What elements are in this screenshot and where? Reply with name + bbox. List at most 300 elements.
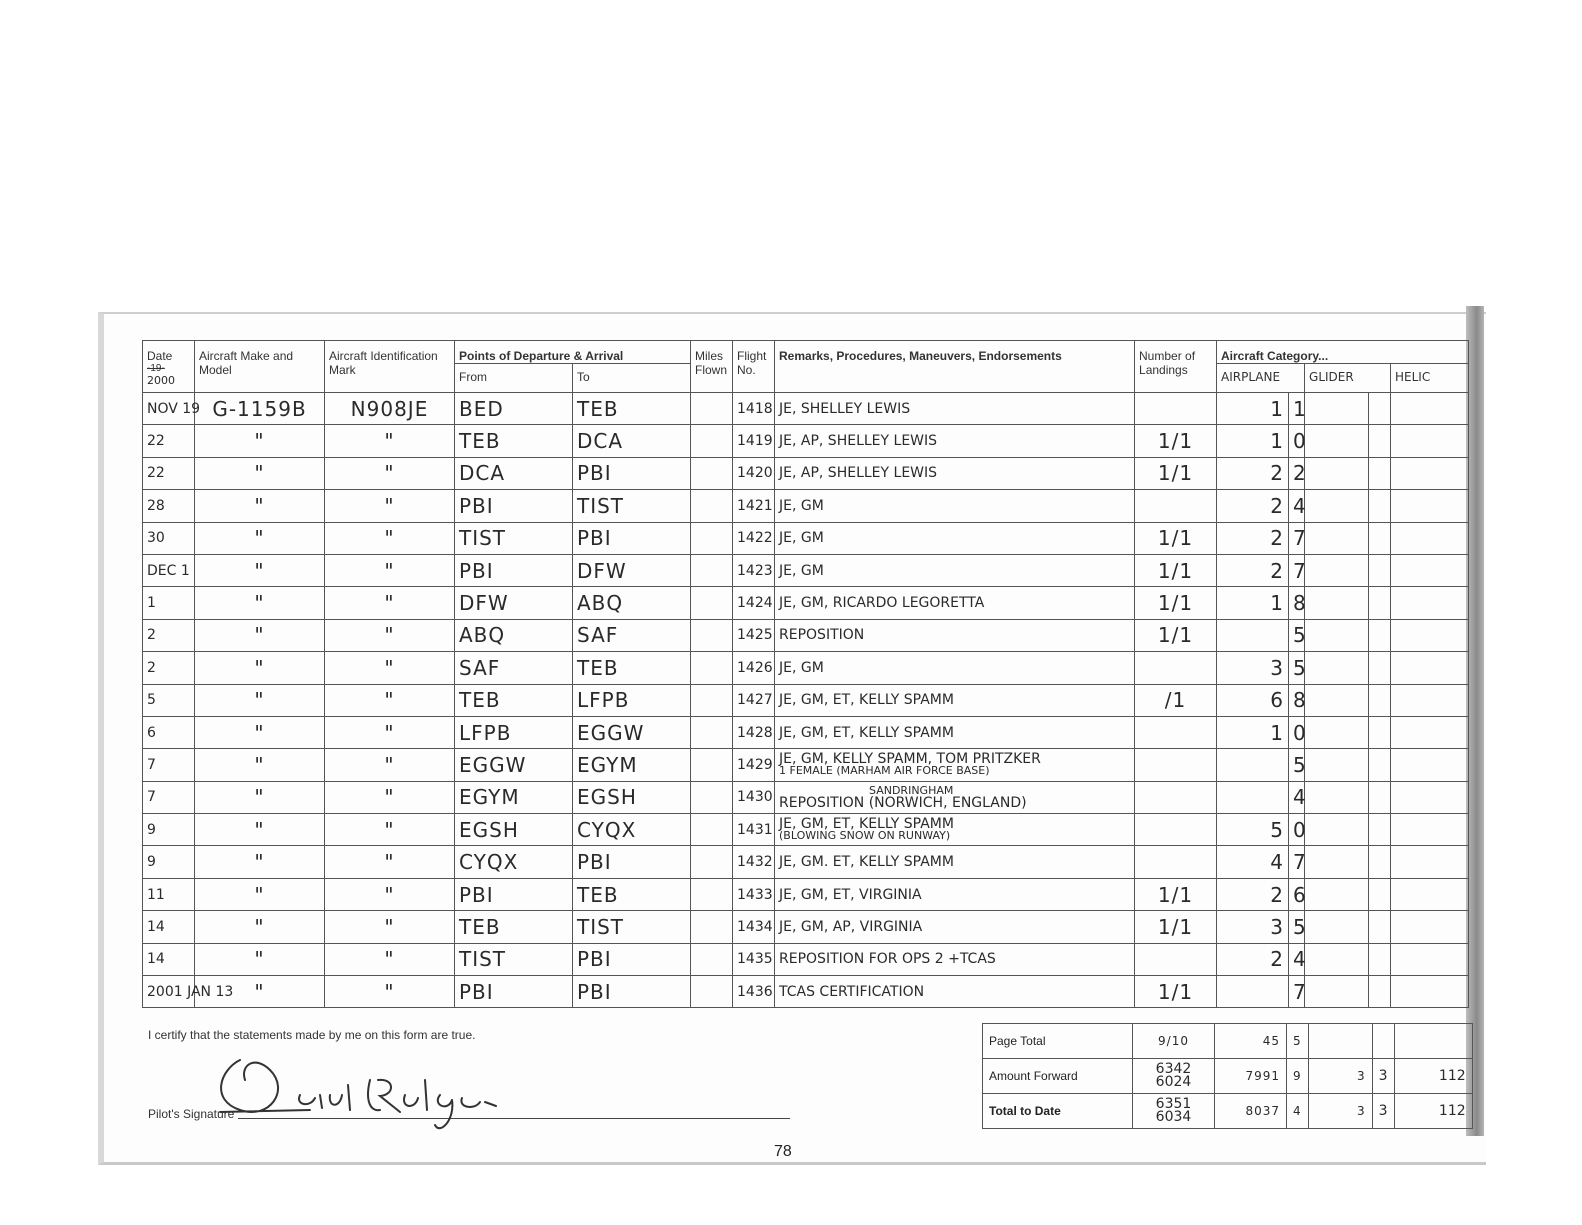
entry-from: TEB (455, 425, 573, 457)
pilot-signature (200, 1040, 500, 1140)
entry-remarks: JE, GM, KELLY SPAMM, TOM PRITZKER 1 FEMALE (MARHAM AIR FORCE BASE) (775, 749, 1135, 781)
entry-remarks: SANDRINGHAM REPOSITION (NORWICH, ENGLAND) (775, 781, 1135, 813)
entry-landings: 1/1 (1135, 522, 1217, 554)
entry-landings: 1/1 (1135, 911, 1217, 943)
entry-aircraft-ident: N908JE (325, 393, 455, 425)
entry-remarks: JE, GM (775, 490, 1135, 522)
entry-date: 2 (143, 652, 195, 684)
entry-remarks: JE, GM, ET, KELLY SPAMM (775, 716, 1135, 748)
entry-to: CYQX (573, 814, 691, 846)
entry-to: TEB (573, 652, 691, 684)
entry-glider (1305, 846, 1369, 878)
entry-aircraft-ident: " (325, 652, 455, 684)
entry-landings (1135, 490, 1217, 522)
total-to-date-tenths: 4 (1287, 1094, 1309, 1129)
log-row (143, 490, 1469, 522)
entry-helicopter (1391, 943, 1469, 975)
remarks-header: Remarks, Procedures, Maneuvers, Endorsements (775, 341, 1135, 393)
entry-helicopter (1391, 814, 1469, 846)
log-row (143, 652, 1469, 684)
entry-date: 14 (143, 911, 195, 943)
entry-flight-no: 1422 (733, 522, 775, 554)
entry-flight-no: 1436 (733, 976, 775, 1008)
entry-airplane-hours: 2 (1217, 522, 1289, 554)
entry-date: 6 (143, 716, 195, 748)
flight-log-table (142, 340, 1469, 1008)
entry-airplane-tenths: 7 (1289, 846, 1305, 878)
total-to-date-helicopter: 112 (1394, 1094, 1472, 1129)
entry-miles (691, 749, 733, 781)
entry-miles (691, 619, 733, 651)
entry-glider (1305, 716, 1369, 748)
entry-date: 1 (143, 587, 195, 619)
entry-from: EGSH (455, 814, 573, 846)
entry-aircraft-model: " (195, 781, 325, 813)
entry-date: 9 (143, 846, 195, 878)
entry-flight-no: 1419 (733, 425, 775, 457)
entry-airplane-hours: 3 (1217, 911, 1289, 943)
entry-remarks: JE, AP, SHELLEY LEWIS (775, 457, 1135, 489)
entry-glider-tenths (1369, 684, 1391, 716)
entry-landings: 1/1 (1135, 587, 1217, 619)
entry-glider-tenths (1369, 814, 1391, 846)
entry-aircraft-model: " (195, 814, 325, 846)
entry-flight-no: 1425 (733, 619, 775, 651)
entry-aircraft-model: G-1159B (195, 393, 325, 425)
entry-glider-tenths (1369, 393, 1391, 425)
entry-miles (691, 522, 733, 554)
entry-glider-tenths (1369, 522, 1391, 554)
entry-remarks: REPOSITION FOR OPS 2 +TCAS (775, 943, 1135, 975)
entry-from: EGYM (455, 781, 573, 813)
entry-aircraft-model: " (195, 457, 325, 489)
entry-glider (1305, 878, 1369, 910)
entry-miles (691, 587, 733, 619)
date-header: Date -19- 2000 (143, 341, 195, 393)
entry-from: TEB (455, 911, 573, 943)
entry-to: TIST (573, 911, 691, 943)
entry-airplane-hours: 5 (1217, 814, 1289, 846)
entry-landings (1135, 814, 1217, 846)
entry-glider (1305, 911, 1369, 943)
entry-airplane-tenths: 5 (1289, 749, 1305, 781)
entry-from: DFW (455, 587, 573, 619)
entry-remarks: JE, GM. ET, KELLY SPAMM (775, 846, 1135, 878)
log-row (143, 393, 1469, 425)
entry-helicopter (1391, 749, 1469, 781)
amount-forward-hours: 7991 (1215, 1059, 1287, 1094)
entry-from: BED (455, 393, 573, 425)
entry-aircraft-ident: " (325, 911, 455, 943)
entry-aircraft-model: " (195, 652, 325, 684)
entry-glider (1305, 749, 1369, 781)
entry-from: LFPB (455, 716, 573, 748)
entry-glider (1305, 490, 1369, 522)
entry-to: SAF (573, 619, 691, 651)
entry-airplane-hours: 3 (1217, 652, 1289, 684)
entry-aircraft-ident: " (325, 619, 455, 651)
entry-date: NOV 19 (143, 393, 195, 425)
log-row (143, 587, 1469, 619)
page-total-row (983, 1024, 1473, 1059)
entry-to: EGSH (573, 781, 691, 813)
entry-aircraft-model: " (195, 911, 325, 943)
entry-aircraft-ident: " (325, 490, 455, 522)
entry-aircraft-ident: " (325, 716, 455, 748)
entry-date: 2 (143, 619, 195, 651)
entry-to: PBI (573, 457, 691, 489)
entry-remarks: JE, GM (775, 652, 1135, 684)
entry-glider-tenths (1369, 554, 1391, 586)
entry-helicopter (1391, 457, 1469, 489)
amount-forward-tenths: 9 (1287, 1059, 1309, 1094)
entry-remarks: TCAS CERTIFICATION (775, 976, 1135, 1008)
entry-airplane-hours: 2 (1217, 457, 1289, 489)
landings-header: Number of Landings (1135, 341, 1217, 393)
entry-remarks: JE, GM, ET, KELLY SPAMM (BLOWING SNOW ON RUNWAY) (775, 814, 1135, 846)
entry-airplane-tenths: 5 (1289, 911, 1305, 943)
entry-from: DCA (455, 457, 573, 489)
entry-miles (691, 846, 733, 878)
entry-remarks: JE, GM, ET, VIRGINIA (775, 878, 1135, 910)
entry-airplane-tenths: 8 (1289, 684, 1305, 716)
total-to-date-landings: 6351 6034 (1133, 1094, 1215, 1129)
entry-glider-tenths (1369, 911, 1391, 943)
entry-flight-no: 1432 (733, 846, 775, 878)
entry-from: PBI (455, 976, 573, 1008)
entry-helicopter (1391, 846, 1469, 878)
entry-aircraft-model: " (195, 587, 325, 619)
page-number: 78 (774, 1143, 792, 1160)
entry-date: 28 (143, 490, 195, 522)
entry-aircraft-ident: " (325, 587, 455, 619)
entry-airplane-hours: 2 (1217, 554, 1289, 586)
log-row (143, 684, 1469, 716)
entry-airplane-hours: 1 (1217, 587, 1289, 619)
entry-landings (1135, 943, 1217, 975)
airplane-header: AIRPLANE (1217, 364, 1305, 393)
make-model-header: Aircraft Make and Model (195, 341, 325, 393)
entry-airplane-hours: 1 (1217, 425, 1289, 457)
entry-flight-no: 1427 (733, 684, 775, 716)
entry-to: LFPB (573, 684, 691, 716)
entry-aircraft-model: " (195, 425, 325, 457)
entry-airplane-tenths: 5 (1289, 652, 1305, 684)
entry-flight-no: 1428 (733, 716, 775, 748)
entry-airplane-tenths: 0 (1289, 425, 1305, 457)
entry-helicopter (1391, 684, 1469, 716)
entry-helicopter (1391, 619, 1469, 651)
miles-header: Miles Flown (691, 341, 733, 393)
entry-airplane-tenths: 4 (1289, 781, 1305, 813)
entry-airplane-hours: 4 (1217, 846, 1289, 878)
log-row (143, 911, 1469, 943)
entry-helicopter (1391, 716, 1469, 748)
entry-airplane-tenths: 4 (1289, 490, 1305, 522)
entry-flight-no: 1418 (733, 393, 775, 425)
log-row (143, 457, 1469, 489)
entry-glider (1305, 522, 1369, 554)
entry-remarks: JE, GM, RICARDO LEGORETTA (775, 587, 1135, 619)
page-total-hours: 45 (1215, 1024, 1287, 1059)
entry-helicopter (1391, 554, 1469, 586)
certification-statement: I certify that the statements made by me on this form are true. (148, 1028, 476, 1042)
entry-glider (1305, 943, 1369, 975)
entry-aircraft-ident: " (325, 684, 455, 716)
entry-miles (691, 490, 733, 522)
entry-airplane-tenths: 2 (1289, 457, 1305, 489)
totals-table (982, 1023, 1473, 1129)
entry-date: 7 (143, 781, 195, 813)
entry-miles (691, 781, 733, 813)
entry-aircraft-ident: " (325, 457, 455, 489)
entry-landings (1135, 781, 1217, 813)
entry-to: TEB (573, 878, 691, 910)
total-to-date-hours: 8037 (1215, 1094, 1287, 1129)
entry-aircraft-model: " (195, 749, 325, 781)
entry-landings (1135, 652, 1217, 684)
entry-glider (1305, 554, 1369, 586)
entry-to: PBI (573, 943, 691, 975)
entry-flight-no: 1424 (733, 587, 775, 619)
entry-glider-tenths (1369, 846, 1391, 878)
page-total-landings: 9/10 (1133, 1024, 1215, 1059)
entry-aircraft-ident: " (325, 846, 455, 878)
entry-glider-tenths (1369, 457, 1391, 489)
entry-airplane-tenths: 7 (1289, 554, 1305, 586)
entry-flight-no: 1421 (733, 490, 775, 522)
entry-aircraft-ident: " (325, 943, 455, 975)
log-row (143, 878, 1469, 910)
entry-aircraft-ident: " (325, 749, 455, 781)
entry-landings: 1/1 (1135, 554, 1217, 586)
entry-aircraft-model: " (195, 554, 325, 586)
entry-from: CYQX (455, 846, 573, 878)
entry-glider-tenths (1369, 878, 1391, 910)
entry-glider (1305, 781, 1369, 813)
entry-date: 9 (143, 814, 195, 846)
points-header: Points of Departure & Arrival (455, 341, 691, 364)
entry-aircraft-ident: " (325, 814, 455, 846)
entry-helicopter (1391, 911, 1469, 943)
entry-glider (1305, 425, 1369, 457)
entry-from: TEB (455, 684, 573, 716)
entry-aircraft-model: " (195, 976, 325, 1008)
amount-forward-glider: 3 (1308, 1059, 1372, 1094)
entry-aircraft-ident: " (325, 878, 455, 910)
log-row (143, 554, 1469, 586)
entry-from: SAF (455, 652, 573, 684)
entry-glider-tenths (1369, 619, 1391, 651)
page-total-tenths: 5 (1287, 1024, 1309, 1059)
entry-miles (691, 911, 733, 943)
entry-date: 22 (143, 425, 195, 457)
category-header: Aircraft Category... (1217, 341, 1469, 364)
entry-remarks: REPOSITION (775, 619, 1135, 651)
entry-date: 2001 JAN 13 (143, 976, 195, 1008)
entry-miles (691, 716, 733, 748)
entry-aircraft-model: " (195, 846, 325, 878)
entry-glider-tenths (1369, 943, 1391, 975)
entry-flight-no: 1434 (733, 911, 775, 943)
amount-forward-glider-tenths: 3 (1372, 1059, 1394, 1094)
entry-remarks: JE, GM (775, 554, 1135, 586)
entry-flight-no: 1429 (733, 749, 775, 781)
total-to-date-label: Total to Date (983, 1094, 1133, 1129)
entry-airplane-hours: 2 (1217, 490, 1289, 522)
amount-forward-landings: 6342 6024 (1133, 1059, 1215, 1094)
entry-airplane-tenths: 5 (1289, 619, 1305, 651)
entry-remarks: JE, SHELLEY LEWIS (775, 393, 1135, 425)
amount-forward-helicopter: 112 (1394, 1059, 1472, 1094)
entry-landings (1135, 846, 1217, 878)
entry-airplane-hours: 1 (1217, 716, 1289, 748)
entry-from: PBI (455, 554, 573, 586)
entry-helicopter (1391, 393, 1469, 425)
entry-aircraft-model: " (195, 490, 325, 522)
entry-glider (1305, 684, 1369, 716)
total-to-date-glider-tenths: 3 (1372, 1094, 1394, 1129)
amount-forward-label: Amount Forward (983, 1059, 1133, 1094)
entry-airplane-hours (1217, 619, 1289, 651)
entry-airplane-hours (1217, 976, 1289, 1008)
entry-flight-no: 1423 (733, 554, 775, 586)
entry-glider-tenths (1369, 781, 1391, 813)
entry-glider (1305, 587, 1369, 619)
log-row (143, 976, 1469, 1008)
entry-glider-tenths (1369, 490, 1391, 522)
entry-aircraft-model: " (195, 684, 325, 716)
entry-date: 22 (143, 457, 195, 489)
helicopter-header: HELIC (1391, 364, 1469, 393)
entry-landings: 1/1 (1135, 425, 1217, 457)
flight-no-header: Flight No. (733, 341, 775, 393)
entry-miles (691, 814, 733, 846)
entry-from: EGGW (455, 749, 573, 781)
entry-miles (691, 393, 733, 425)
entry-helicopter (1391, 587, 1469, 619)
entry-airplane-hours: 2 (1217, 878, 1289, 910)
entry-glider-tenths (1369, 749, 1391, 781)
entry-helicopter (1391, 652, 1469, 684)
glider-header: GLIDER (1305, 364, 1391, 393)
entry-to: TEB (573, 393, 691, 425)
entry-aircraft-ident: " (325, 425, 455, 457)
to-header: To (573, 364, 691, 393)
entry-miles (691, 554, 733, 586)
signature-label: Pilot's Signature (148, 1107, 235, 1121)
from-header: From (455, 364, 573, 393)
log-row (143, 716, 1469, 748)
log-row (143, 619, 1469, 651)
entry-aircraft-model: " (195, 716, 325, 748)
log-row (143, 943, 1469, 975)
entry-airplane-tenths: 7 (1289, 522, 1305, 554)
entry-helicopter (1391, 490, 1469, 522)
entry-landings: 1/1 (1135, 878, 1217, 910)
entry-landings: 1/1 (1135, 457, 1217, 489)
entry-aircraft-ident: " (325, 976, 455, 1008)
entry-airplane-hours: 1 (1217, 393, 1289, 425)
entry-miles (691, 652, 733, 684)
entry-to: PBI (573, 522, 691, 554)
entry-glider (1305, 393, 1369, 425)
entry-helicopter (1391, 878, 1469, 910)
entry-landings: 1/1 (1135, 976, 1217, 1008)
entry-flight-no: 1435 (733, 943, 775, 975)
entry-glider (1305, 814, 1369, 846)
entry-from: PBI (455, 878, 573, 910)
entry-flight-no: 1433 (733, 878, 775, 910)
entry-remarks: JE, GM (775, 522, 1135, 554)
entry-miles (691, 425, 733, 457)
entry-airplane-tenths: 0 (1289, 716, 1305, 748)
entry-airplane-tenths: 8 (1289, 587, 1305, 619)
entry-flight-no: 1420 (733, 457, 775, 489)
entry-miles (691, 943, 733, 975)
entry-date: 30 (143, 522, 195, 554)
entry-remarks: JE, AP, SHELLEY LEWIS (775, 425, 1135, 457)
entry-glider-tenths (1369, 425, 1391, 457)
entry-to: ABQ (573, 587, 691, 619)
entry-date: DEC 1 (143, 554, 195, 586)
entry-to: EGGW (573, 716, 691, 748)
entry-from: PBI (455, 490, 573, 522)
entry-airplane-hours: 6 (1217, 684, 1289, 716)
entry-aircraft-model: " (195, 878, 325, 910)
entry-miles (691, 878, 733, 910)
entry-flight-no: 1431 (733, 814, 775, 846)
entry-landings: 1/1 (1135, 619, 1217, 651)
total-to-date-row (983, 1094, 1473, 1129)
log-row (143, 781, 1469, 813)
entry-to: DCA (573, 425, 691, 457)
log-rows (143, 393, 1469, 1008)
entry-helicopter (1391, 522, 1469, 554)
entry-airplane-tenths: 6 (1289, 878, 1305, 910)
entry-glider-tenths (1369, 652, 1391, 684)
entry-flight-no: 1430 (733, 781, 775, 813)
entry-airplane-tenths: 0 (1289, 814, 1305, 846)
log-row (143, 814, 1469, 846)
entry-remarks: JE, GM, ET, KELLY SPAMM (775, 684, 1135, 716)
entry-helicopter (1391, 425, 1469, 457)
entry-aircraft-ident: " (325, 781, 455, 813)
entry-glider (1305, 652, 1369, 684)
log-row (143, 425, 1469, 457)
entry-aircraft-ident: " (325, 554, 455, 586)
entry-airplane-tenths: 7 (1289, 976, 1305, 1008)
entry-to: TIST (573, 490, 691, 522)
entry-to: DFW (573, 554, 691, 586)
entry-date: 5 (143, 684, 195, 716)
entry-from: TIST (455, 943, 573, 975)
entry-aircraft-ident: " (325, 522, 455, 554)
page-total-label: Page Total (983, 1024, 1133, 1059)
ident-header: Aircraft Identification Mark (325, 341, 455, 393)
entry-to: EGYM (573, 749, 691, 781)
entry-miles (691, 457, 733, 489)
entry-from: TIST (455, 522, 573, 554)
entry-remarks: JE, GM, AP, VIRGINIA (775, 911, 1135, 943)
entry-airplane-tenths: 1 (1289, 393, 1305, 425)
entry-helicopter (1391, 781, 1469, 813)
entry-to: PBI (573, 976, 691, 1008)
entry-aircraft-model: " (195, 522, 325, 554)
log-row (143, 846, 1469, 878)
entry-miles (691, 684, 733, 716)
entry-glider (1305, 619, 1369, 651)
